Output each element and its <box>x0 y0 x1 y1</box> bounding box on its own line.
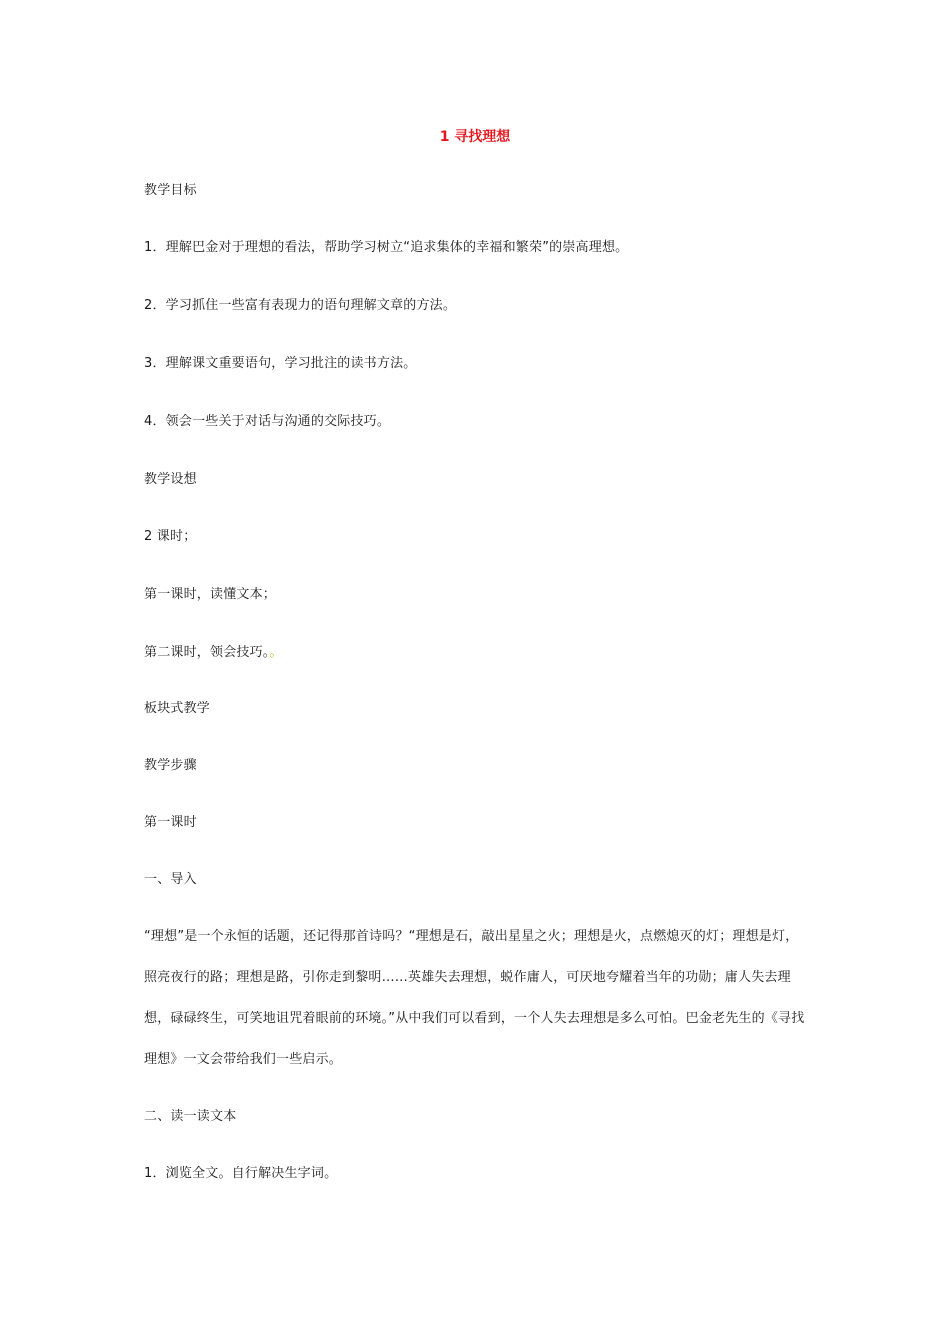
objectives-heading: 教学目标 <box>144 183 197 198</box>
plan-heading: 教学设想 <box>144 472 197 487</box>
intro-heading: 一、导入 <box>144 872 197 887</box>
intro-paragraph: “理想”是一个永恒的话题，还记得那首诗吗？“理想是石，敲出星星之火；理想是火，点燃熄灭的灯；理想是灯，照亮夜行的路；理想是路，引你走到黎明……英雄失去理想，蜕作庸人，可厌地夸耀着当年的功勋；庸人失去理想，碌碌终生，可笑地诅咒着眼前的环境。”从中我们可以看到，一个人失去理想是多么可怕。巴金老先生的《寻找理想》一文会带给我们一些启示。 <box>144 929 805 1067</box>
plan-hours: 2 课时； <box>144 529 197 544</box>
objective-item-2: 2．学习抓住一些富有表现力的语句理解文章的方法。 <box>144 298 457 313</box>
steps-heading: 教学步骤 <box>144 758 197 773</box>
document-title: 1 寻找理想 <box>439 129 511 145</box>
objective-item-4: 4．领会一些关于对话与沟通的交际技巧。 <box>144 414 391 429</box>
plan-first-lesson: 第一课时，读懂文本； <box>144 587 277 602</box>
reading-step-1: 1．浏览全文。自行解决生字词。 <box>144 1166 338 1181</box>
first-lesson-heading: 第一课时 <box>144 815 197 830</box>
objective-item-3: 3．理解课文重要语句，学习批注的读书方法。 <box>144 356 417 371</box>
block-teaching: 板块式教学 <box>144 701 211 716</box>
plan-second-lesson-row <box>144 643 283 663</box>
highlight-mark: 。 <box>269 645 283 660</box>
reading-heading: 二、读一读文本 <box>144 1109 237 1124</box>
objective-item-1: 1．理解巴金对于理想的看法，帮助学习树立“追求集体的幸福和繁荣”的崇高理想。 <box>144 240 629 255</box>
plan-second-lesson: 第二课时，领会技巧。 <box>144 645 270 660</box>
